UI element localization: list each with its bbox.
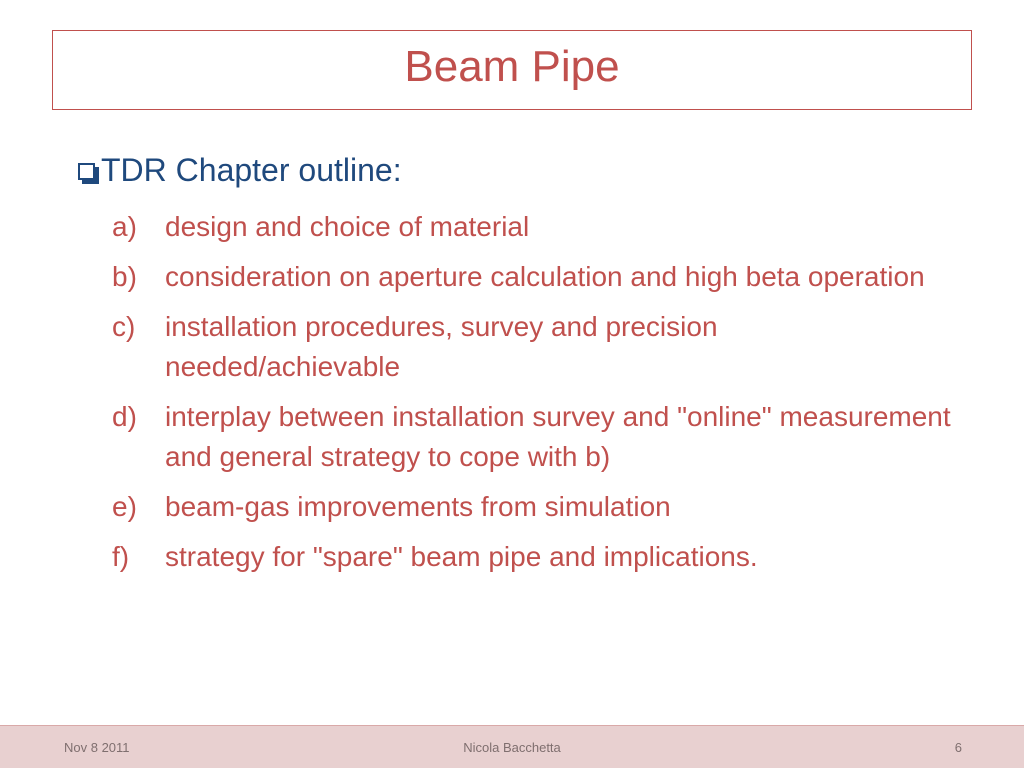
- outline-heading: [78, 152, 402, 189]
- footer-author: Nicola Bacchetta: [463, 740, 561, 755]
- footer: [0, 725, 1024, 768]
- item-text: consideration on aperture calculation and high beta operation: [165, 261, 925, 292]
- footer-date: Nov 8 2011: [64, 740, 130, 755]
- item-text: installation procedures, survey and precision needed/achievable: [165, 311, 718, 382]
- outline-heading-text: TDR Chapter outline:: [101, 152, 402, 188]
- list-item: [112, 257, 952, 297]
- item-text: strategy for "spare" beam pipe and implications.: [165, 541, 758, 572]
- item-marker: f): [112, 541, 130, 572]
- item-marker: d): [112, 401, 137, 432]
- checkbox-icon: [78, 163, 95, 180]
- title-box: [52, 30, 972, 110]
- list-item: [112, 207, 952, 247]
- item-text: beam-gas improvements from simulation: [165, 491, 671, 522]
- item-marker: a): [112, 211, 137, 242]
- item-text: design and choice of material: [165, 211, 530, 242]
- list-item: [112, 537, 952, 577]
- outline-list: [112, 207, 952, 587]
- list-item: [112, 307, 952, 387]
- item-marker: c): [112, 311, 136, 342]
- item-marker: e): [112, 491, 137, 522]
- list-item: [112, 487, 952, 527]
- item-marker: b): [112, 261, 137, 292]
- page-number: 6: [954, 740, 962, 755]
- list-item: [112, 397, 952, 477]
- slide-title: Beam Pipe: [404, 42, 620, 91]
- item-text: interplay between installation survey and "online" measurement and general strategy to cope with b): [165, 401, 951, 472]
